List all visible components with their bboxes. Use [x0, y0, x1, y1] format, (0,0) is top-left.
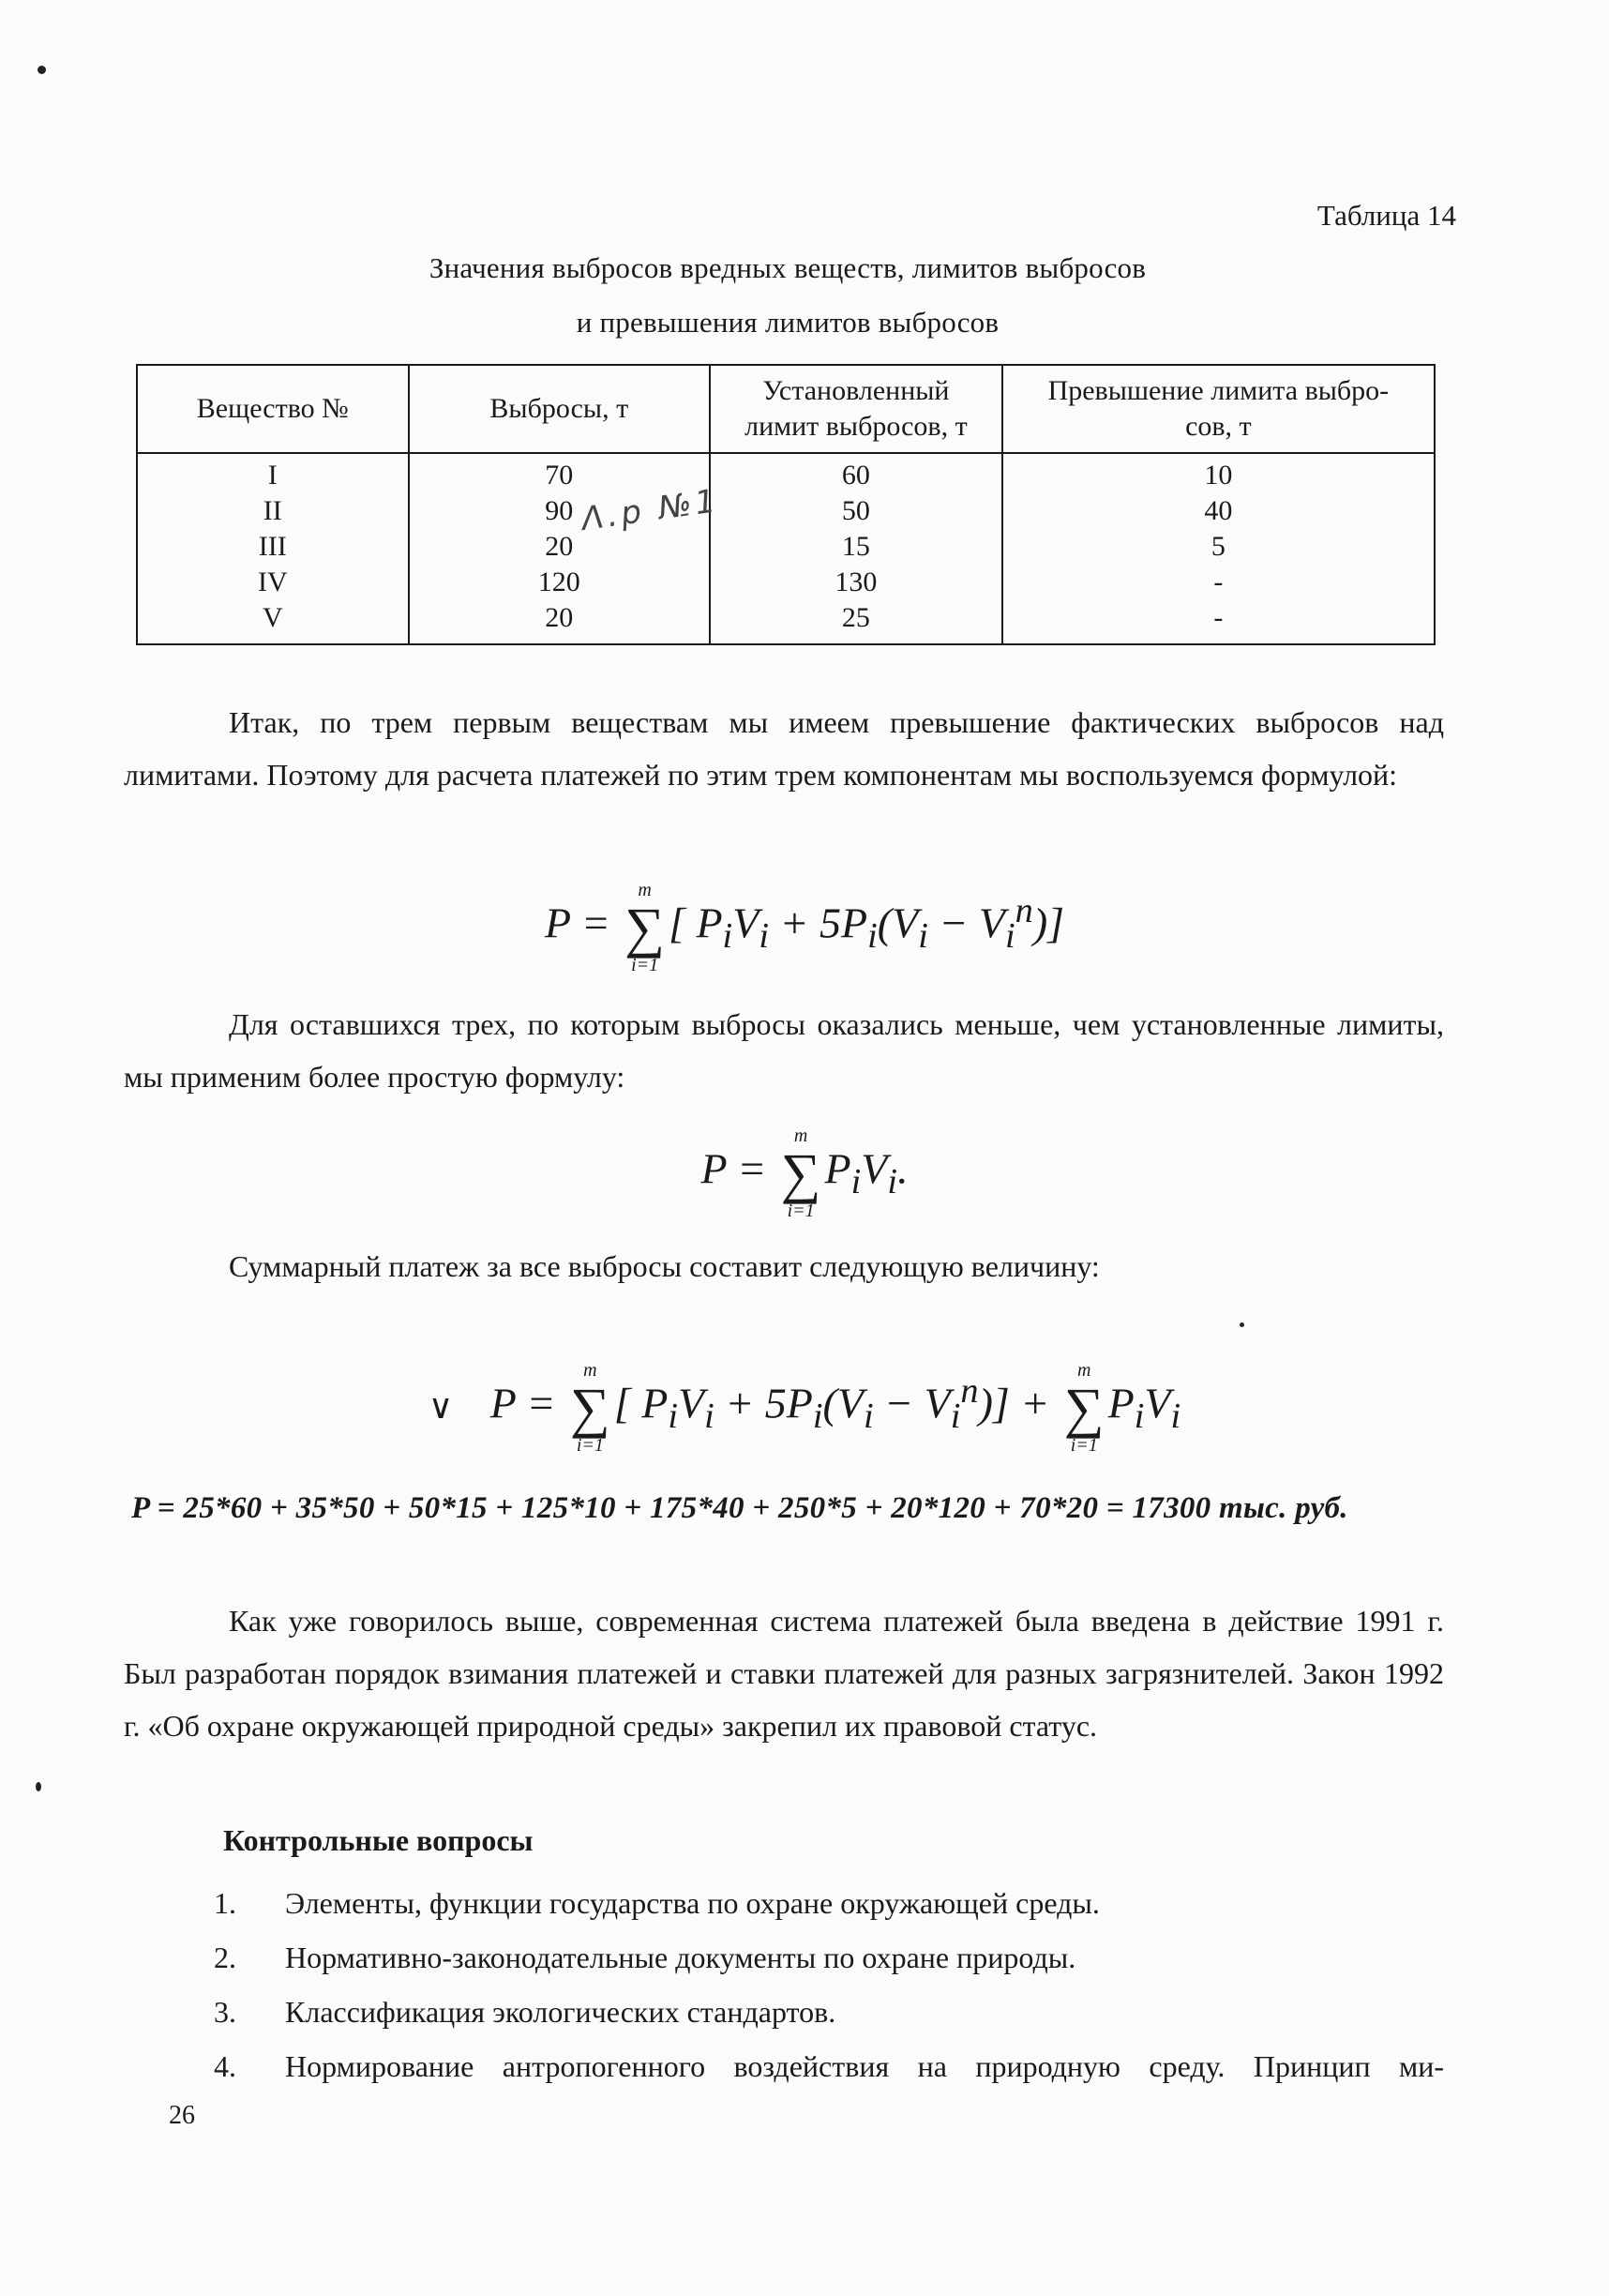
formula-excess: [0, 880, 1609, 975]
sum-lower: i=1: [787, 1201, 815, 1221]
sum-upper: m: [638, 880, 652, 900]
header-excess-line2: сов, т: [1185, 411, 1252, 442]
formula-index: i: [812, 1396, 823, 1436]
formula-term: V: [732, 899, 759, 947]
formula-term: + 5P: [714, 1379, 813, 1427]
question-number: 2.: [214, 1941, 236, 1974]
sigma-symbol: ∑: [624, 897, 666, 959]
formula-index: i: [704, 1396, 714, 1436]
sum-sign: [624, 880, 665, 975]
substance-cell: V: [262, 602, 283, 633]
question-text: Классификация экологических стандартов.: [285, 1995, 836, 2029]
formula-term: [ P: [669, 899, 723, 947]
sum-sign: [781, 1125, 821, 1221]
formula-term: V: [861, 1144, 888, 1193]
scan-speck: [36, 1782, 41, 1791]
substance-cell: II: [263, 495, 282, 526]
formula-term: V: [677, 1379, 705, 1427]
formula-total: [0, 1360, 1609, 1456]
sum-lower: i=1: [631, 955, 659, 975]
formula-index: i: [867, 915, 878, 956]
formula-lhs: P =: [489, 1379, 556, 1427]
formula-term: + 5P: [768, 899, 868, 947]
page-number: 26: [169, 2101, 195, 2130]
sum-upper: m: [793, 1125, 808, 1146]
formula-term: P: [1107, 1379, 1135, 1427]
limits-column: [710, 453, 1002, 644]
formula-term: )]: [1032, 899, 1065, 947]
table-caption-line2: и превышения лимитов выбросов: [576, 306, 1000, 339]
emissions-cell: 90: [545, 495, 574, 526]
handwritten-note: Λ.p №1: [579, 481, 722, 539]
header-excess-line1: Превышение лимита выбро-: [1047, 375, 1390, 406]
question-text: Нормативно-законодательные документы по охране природы.: [285, 1941, 1076, 1974]
substance-cell: I: [267, 460, 278, 491]
excess-cell: 40: [1204, 495, 1233, 526]
formula-limit-mark: n: [1015, 891, 1033, 931]
sum-sign: [570, 1360, 610, 1456]
formula-term: P: [824, 1144, 851, 1193]
paragraph-excess: Итак, по трем первым веществам мы имеем превышение фактических выбросов над лимитами. Поэтому для расчета платежей по этим трем компонентам мы воспользуемся формулой:: [124, 705, 1444, 792]
limit-cell: 130: [835, 566, 878, 597]
formula-index: i: [950, 1396, 961, 1436]
formula-term: [: [613, 1379, 642, 1427]
question-text: Нормирование антропогенного воздействия на природную среду. Принцип ми-: [285, 2049, 1444, 2083]
limit-cell: 50: [841, 495, 870, 526]
header-emissions: Выбросы, т: [409, 365, 710, 453]
emissions-cell: 20: [545, 602, 574, 633]
emissions-table: [136, 364, 1436, 645]
formula-lhs: P =: [544, 899, 610, 947]
formula-index: i: [722, 915, 733, 956]
sigma-symbol: ∑: [780, 1142, 821, 1204]
limit-cell: 60: [841, 460, 870, 491]
scan-speck: [1240, 1322, 1244, 1327]
header-excess: [1002, 365, 1435, 453]
excess-cell: 5: [1211, 531, 1226, 562]
excess-cell: -: [1213, 602, 1224, 633]
emissions-cell: 20: [545, 531, 574, 562]
formula-simple: [0, 1125, 1609, 1221]
formula-index: i: [1134, 1396, 1145, 1436]
formula-term: (V: [822, 1379, 864, 1427]
excess-cell: 10: [1204, 460, 1233, 491]
sigma-symbol: ∑: [1063, 1377, 1105, 1439]
formula-term: )] +: [978, 1379, 1060, 1427]
question-text: Элементы, функции государства по охране окружающей среды.: [285, 1886, 1100, 1920]
paragraph-remaining: Для оставшихся трех, по которым выбросы оказались меньше, чем установленные лимиты, мы применим более простую формулу:: [124, 1007, 1444, 1094]
questions-list: [214, 1876, 1444, 2093]
scan-speck: [38, 66, 46, 74]
substance-cell: III: [258, 531, 287, 562]
list-item: [214, 1985, 1444, 2039]
substance-column: [137, 453, 409, 644]
formula-index: i: [863, 1396, 874, 1436]
formula-term: V: [1144, 1379, 1171, 1427]
header-limit-line1: Установленный: [762, 375, 950, 406]
formula-index: i: [668, 1396, 678, 1436]
sum-upper: m: [583, 1360, 597, 1381]
formula-index: i: [850, 1161, 862, 1201]
header-substance: Вещество №: [137, 365, 409, 453]
formula-index: i: [918, 915, 928, 956]
formula-index: i: [1170, 1396, 1181, 1436]
formula-term: − V: [873, 1379, 951, 1427]
substance-cell: IV: [257, 566, 288, 597]
questions-heading: Контрольные вопросы: [223, 1823, 534, 1857]
formula-term: (V: [877, 899, 919, 947]
payment-calculation: P = 25*60 + 35*50 + 50*15 + 125*10 + 175*40 + 250*5 + 20*120 + 70*20 = 17300 тыс. руб.: [131, 1491, 1348, 1525]
sum-lower: i=1: [1070, 1435, 1098, 1456]
question-number: 4.: [214, 2049, 236, 2083]
question-number: 3.: [214, 1995, 236, 2029]
paragraph-history: Как уже говорилось выше, современная система платежей была введена в действие 1991 г. Был разработан порядок взимания платежей и ставки платежей для разных загрязнителей. Закон 1992 г. «Об охране окружающей природной среды» закрепил их правовой статус.: [124, 1604, 1444, 1743]
formula-term: − V: [927, 899, 1005, 947]
sum-sign: [1064, 1360, 1105, 1456]
question-number: 1.: [214, 1886, 236, 1920]
table-number: Таблица 14: [1316, 199, 1456, 232]
formula-index: i: [887, 1161, 898, 1201]
paragraph-total: Суммарный платеж за все выбросы составит следующую величину:: [229, 1249, 1100, 1283]
check-mark-icon: ∨: [428, 1387, 454, 1426]
sum-lower: i=1: [576, 1435, 604, 1456]
limit-cell: 15: [841, 531, 870, 562]
list-item: [214, 1876, 1444, 1930]
formula-term: P: [641, 1379, 669, 1427]
list-item: [214, 1930, 1444, 1985]
formula-term: .: [897, 1144, 909, 1193]
sigma-symbol: ∑: [570, 1377, 610, 1439]
emissions-cell: 120: [537, 566, 580, 597]
excess-column: [1002, 453, 1435, 644]
formula-lhs: P =: [700, 1144, 767, 1193]
sum-upper: m: [1077, 1360, 1091, 1381]
formula-index: i: [759, 915, 769, 956]
header-limit-line2: лимит выбросов, т: [744, 411, 968, 442]
formula-index: i: [1004, 915, 1015, 956]
table-caption-line1: Значения выбросов вредных веществ, лимитов выбросов: [429, 251, 1147, 284]
list-item: [214, 2039, 1444, 2093]
emissions-cell: 70: [545, 460, 574, 491]
limit-cell: 25: [841, 602, 870, 633]
formula-limit-mark: n: [960, 1371, 979, 1412]
emissions-column: [409, 453, 710, 644]
excess-cell: -: [1213, 566, 1224, 597]
header-limit: [710, 365, 1002, 453]
